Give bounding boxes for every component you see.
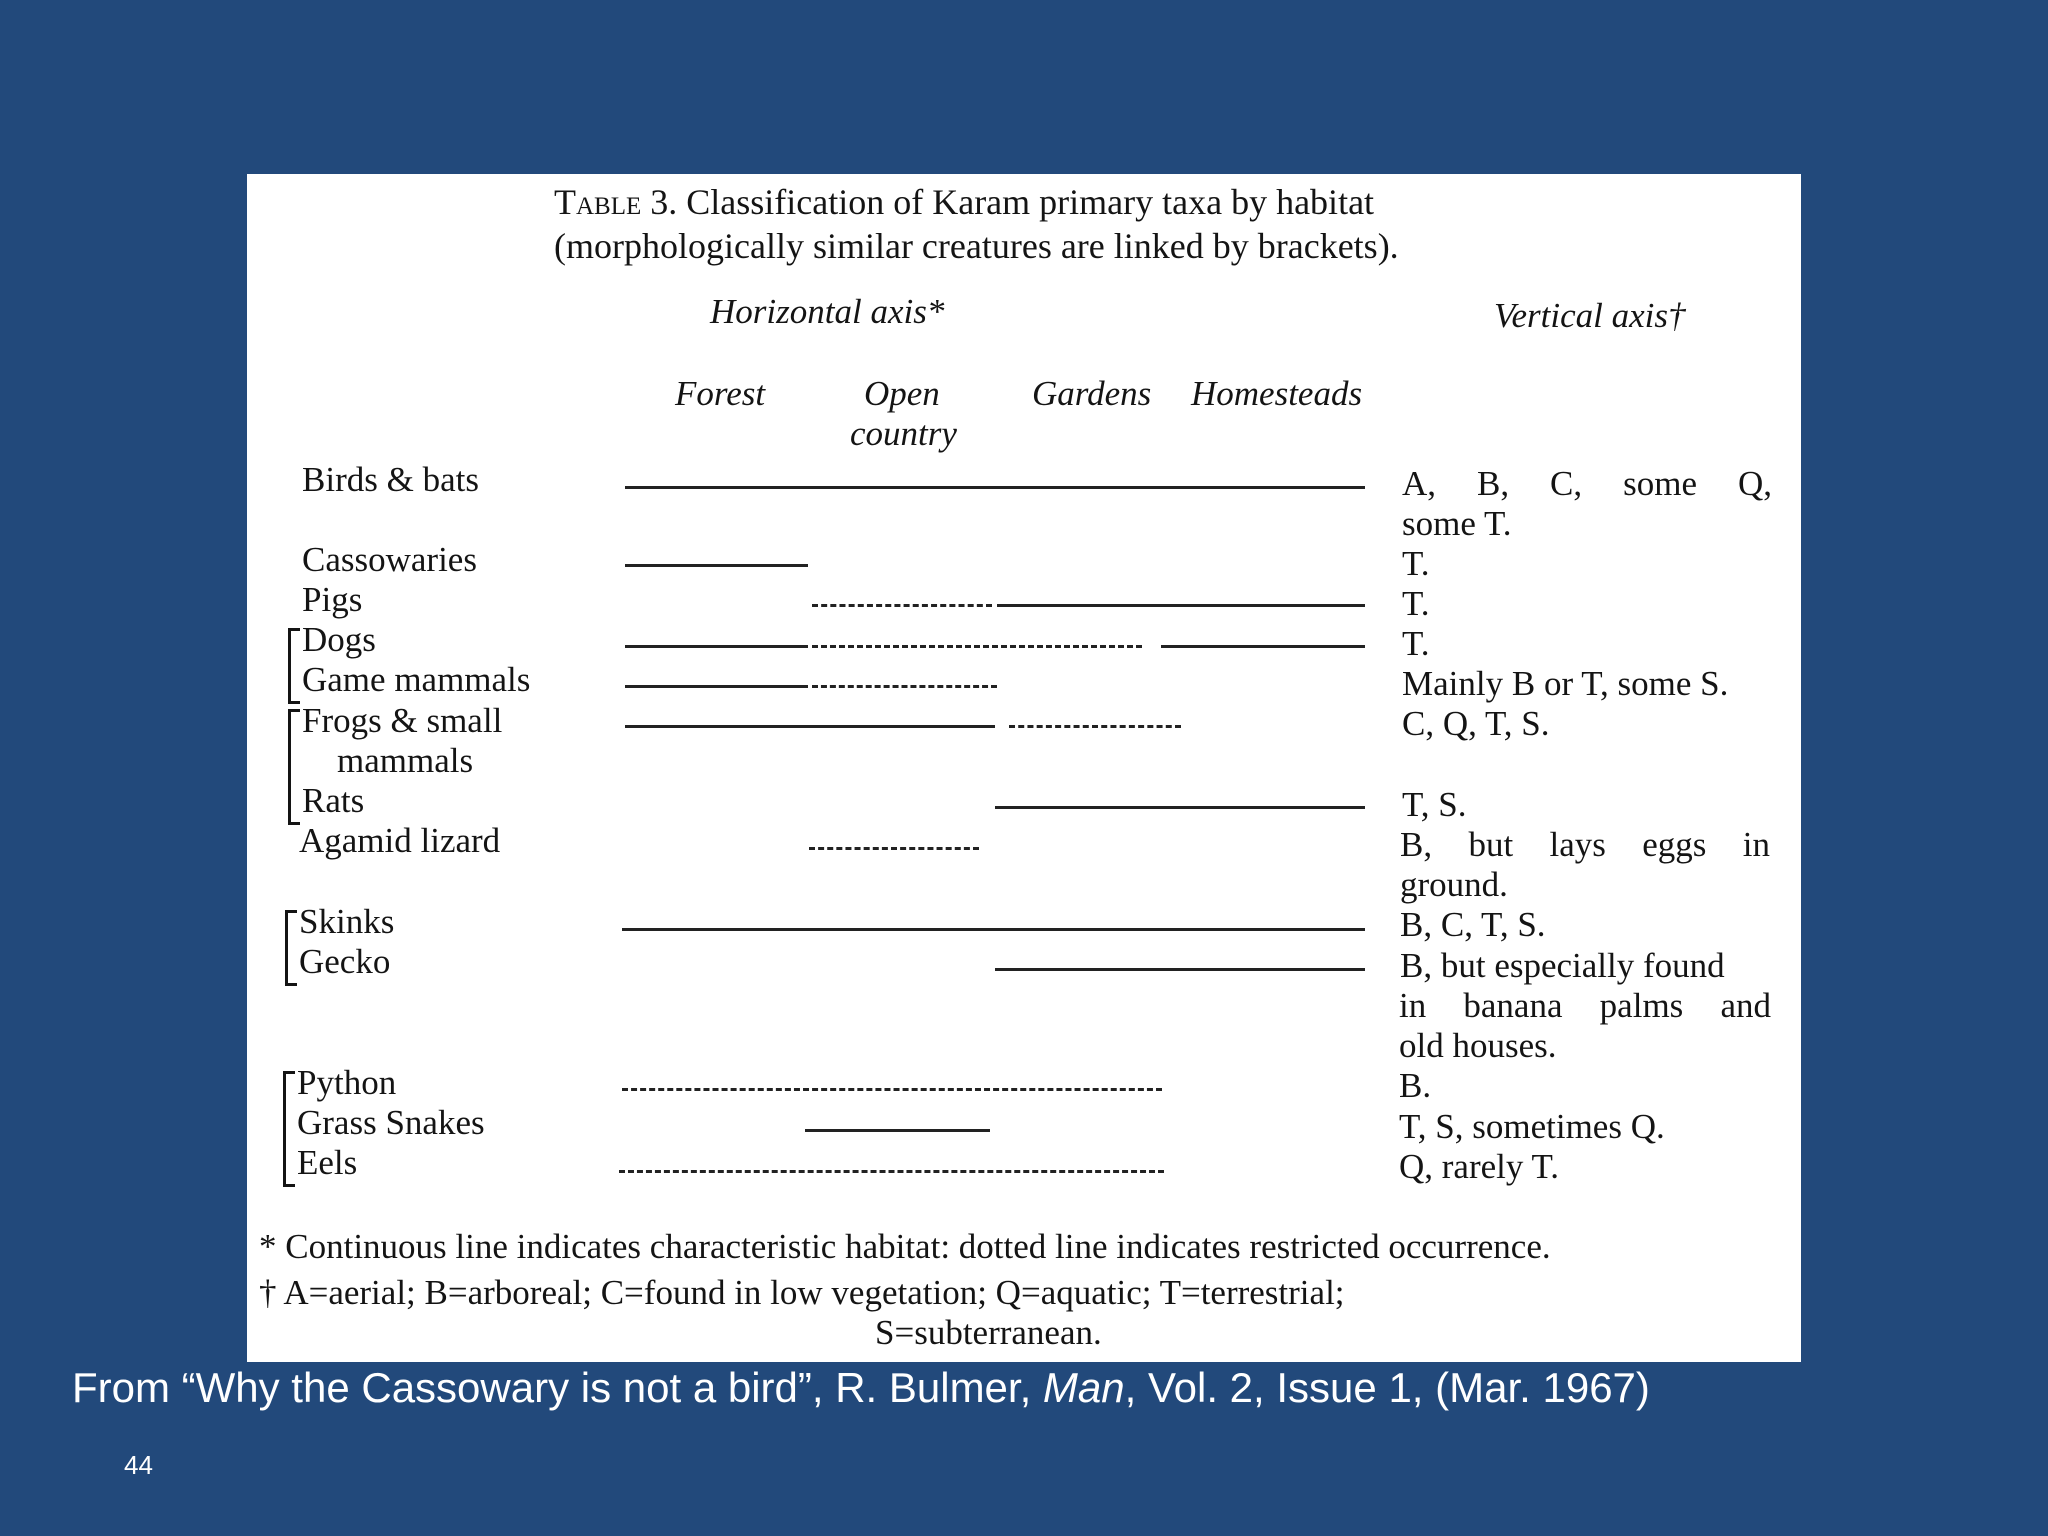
vertical-birds-1 xyxy=(1402,464,1772,504)
line-birds-solid xyxy=(625,486,1365,489)
line-frogs-dashed xyxy=(1009,725,1181,728)
vertical-gecko-1: B, but especially found xyxy=(1400,946,1725,985)
column-gardens: Gardens xyxy=(1032,374,1152,413)
line-agamid-dashed xyxy=(809,847,979,850)
line-rats-solid xyxy=(995,806,1365,809)
vertical-birds-2: some T. xyxy=(1402,504,1512,543)
vertical-dogs: T. xyxy=(1402,624,1430,663)
vertical-gecko-3: old houses. xyxy=(1399,1026,1557,1065)
line-dogs-solid-1 xyxy=(625,645,808,648)
line-gecko-solid xyxy=(995,968,1365,971)
row-label-rats: Rats xyxy=(302,781,365,820)
vertical-eels: Q, rarely T. xyxy=(1399,1147,1560,1186)
line-game-dashed xyxy=(812,685,997,688)
table-title xyxy=(554,180,1399,268)
vertical-skinks: B, C, T, S. xyxy=(1400,905,1546,944)
caption-prefix: From “Why the Cassowary is not a bird”, R. Bulmer, xyxy=(72,1364,1043,1411)
line-game-solid xyxy=(625,685,808,688)
row-label-cassowaries: Cassowaries xyxy=(302,540,477,579)
row-label-skinks: Skinks xyxy=(299,902,395,941)
line-pigs-solid xyxy=(997,604,1365,607)
vertical-game-mammals: Mainly B or T, some S. xyxy=(1402,664,1729,703)
vertical-rats: T, S. xyxy=(1402,785,1467,824)
row-label-game-mammals: Game mammals xyxy=(302,660,531,699)
row-label-birds: Birds & bats xyxy=(302,460,479,499)
line-dogs-solid-2 xyxy=(1161,645,1365,648)
table-title-line2: (morphologically similar creatures are linked by brackets). xyxy=(554,226,1399,266)
vertical-gecko-2-text: in banana palms and xyxy=(1399,986,1771,1025)
table-scan-image xyxy=(247,174,1801,1362)
vertical-frogs: C, Q, T, S. xyxy=(1402,704,1550,743)
bracket-snakes-eels xyxy=(283,1071,295,1187)
row-label-frogs-line2: mammals xyxy=(337,741,474,780)
bracket-skinks-gecko xyxy=(285,910,297,986)
page-number: 44 xyxy=(124,1450,153,1480)
row-label-agamid-lizard: Agamid lizard xyxy=(299,821,501,860)
row-label-eels: Eels xyxy=(297,1143,358,1182)
bracket-dogs-game xyxy=(288,628,300,704)
caption-journal: Man xyxy=(1042,1364,1125,1411)
line-pigs-dashed xyxy=(812,604,992,607)
line-grass-snakes-solid xyxy=(805,1129,990,1132)
vertical-python: B. xyxy=(1399,1066,1432,1105)
row-label-gecko: Gecko xyxy=(299,942,391,981)
vertical-agamid-2: ground. xyxy=(1400,865,1508,904)
vertical-cassowaries: T. xyxy=(1402,544,1430,583)
column-open-line1: Open xyxy=(864,374,940,413)
column-homesteads: Homesteads xyxy=(1191,374,1363,413)
vertical-grass-snakes: T, S, sometimes Q. xyxy=(1399,1107,1665,1146)
bracket-frogs-rats xyxy=(288,709,300,825)
table-title-prefix: Table 3. xyxy=(554,182,678,222)
line-frogs-solid xyxy=(625,725,995,728)
row-label-frogs: Frogs & small xyxy=(302,701,503,740)
column-forest: Forest xyxy=(675,374,766,413)
vertical-pigs: T. xyxy=(1402,584,1430,623)
horizontal-axis-heading: Horizontal axis* xyxy=(710,292,945,331)
footnote-continuous-line: * Continuous line indicates characteristic habitat: dotted line indicates restricted occurrence. xyxy=(259,1227,1551,1266)
line-python-dashed xyxy=(622,1088,1162,1091)
line-eels-dashed xyxy=(619,1170,1164,1173)
row-label-dogs: Dogs xyxy=(302,620,376,659)
column-open-line2: country xyxy=(850,414,957,453)
table-title-line1: Classification of Karam primary taxa by habitat xyxy=(686,182,1375,222)
vertical-agamid-1 xyxy=(1400,825,1770,865)
vertical-birds-1-text: A, B, C, some Q, xyxy=(1402,464,1772,503)
source-caption xyxy=(72,1364,1650,1412)
row-label-pigs: Pigs xyxy=(302,580,363,619)
vertical-axis-heading: Vertical axis† xyxy=(1494,296,1686,335)
line-skinks-solid xyxy=(622,928,1365,931)
vertical-gecko-2 xyxy=(1399,986,1771,1026)
caption-suffix: , Vol. 2, Issue 1, (Mar. 1967) xyxy=(1124,1364,1650,1411)
line-dogs-dashed xyxy=(812,645,1142,648)
line-cassowaries-solid xyxy=(625,564,808,567)
footnote-subterranean: S=subterranean. xyxy=(875,1313,1102,1352)
footnote-abbreviations: † A=aerial; B=arboreal; C=found in low vegetation; Q=aquatic; T=terrestrial; xyxy=(259,1273,1345,1312)
row-label-python: Python xyxy=(297,1063,397,1102)
row-label-grass-snakes: Grass Snakes xyxy=(297,1103,485,1142)
vertical-agamid-1-text: B, but lays eggs in xyxy=(1400,825,1770,864)
